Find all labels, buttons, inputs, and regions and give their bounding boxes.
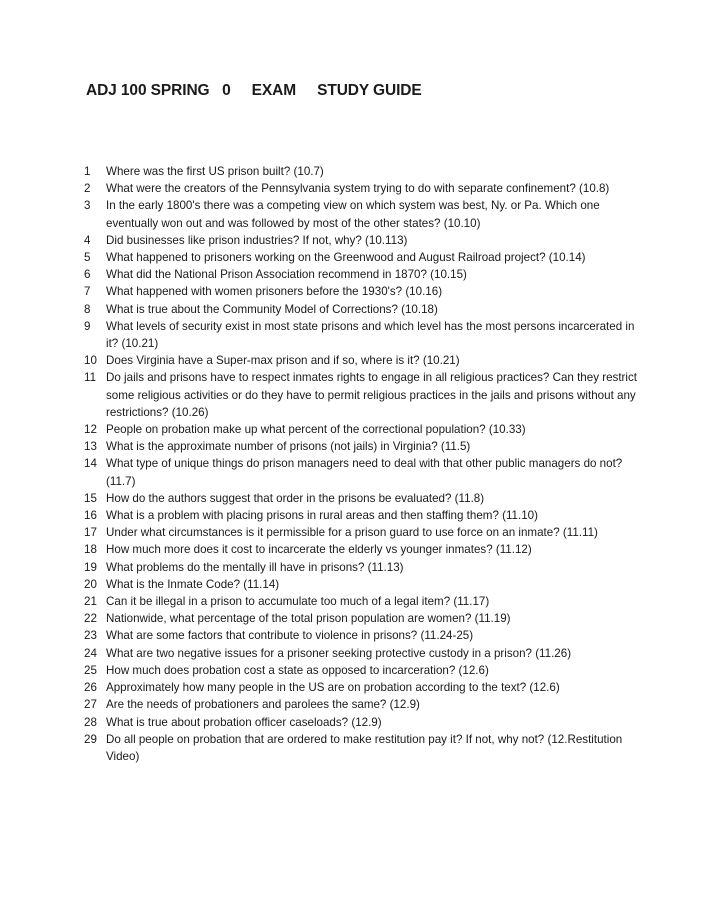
question-text: Under what circumstances is it permissible for a prison guard to use force on an inmate? (11.11) <box>106 526 598 540</box>
question-text: What did the National Prison Association recommend in 1870? (10.15) <box>106 268 467 282</box>
question-number: 12 <box>84 423 97 437</box>
question-number: 22 <box>84 612 97 626</box>
question-text: Did businesses like prison industries? If not, why? (10.113) <box>106 233 408 247</box>
question-number: 25 <box>84 663 97 677</box>
question-text: Approximately how many people in the US are on probation according to the text? (12.6) <box>106 681 560 695</box>
question-number: 28 <box>84 715 97 729</box>
question-text: What levels of security exist in most state prisons and which level has the most persons incarcerated in it? (10.21) <box>106 319 635 351</box>
list-item <box>84 369 644 421</box>
question-number: 19 <box>84 560 97 574</box>
question-text: Can it be illegal in a prison to accumulate too much of a legal item? (11.17) <box>106 595 490 609</box>
question-text: What is a problem with placing prisons in rural areas and then staffing them? (11.10) <box>106 509 538 523</box>
list-item <box>84 301 644 318</box>
question-number: 5 <box>84 251 91 265</box>
question-number: 6 <box>84 268 91 282</box>
question-number: 14 <box>84 457 97 471</box>
question-text: Do jails and prisons have to respect inmates rights to engage in all religious practices? Can they restrict some religious activities or do they have to permit religious practices in the jails and prisons without any restrictions? (10.26) <box>106 371 638 419</box>
list-item <box>84 180 644 197</box>
list-item <box>84 714 644 731</box>
question-number: 23 <box>84 629 97 643</box>
question-text: Does Virginia have a Super-max prison and if so, where is it? (10.21) <box>106 354 460 368</box>
question-number: 11 <box>84 371 97 385</box>
question-text: What type of unique things do prison managers need to deal with that other public managers do not? (11.7) <box>106 457 623 488</box>
question-number: 17 <box>84 526 97 540</box>
question-number: 27 <box>84 698 97 712</box>
question-text: Do all people on probation that are ordered to make restitution pay it? If not, why not? (12.Restitution Video) <box>106 732 623 763</box>
list-item <box>84 559 644 576</box>
list-item <box>84 163 644 180</box>
question-number: 15 <box>84 491 97 505</box>
question-text: What happened with women prisoners before the 1930's? (10.16) <box>106 285 443 299</box>
question-list <box>84 163 644 765</box>
question-number: 9 <box>84 319 91 333</box>
list-item <box>84 352 644 369</box>
list-item <box>84 627 644 644</box>
list-item <box>84 249 644 266</box>
question-text: Are the needs of probationers and parolees the same? (12.9) <box>106 698 420 712</box>
question-text: How much more does it cost to incarcerate the elderly vs younger inmates? (11.12) <box>106 543 532 557</box>
question-text: In the early 1800's there was a competing view on which system was best, Ny. or Pa. Which one eventually won out and was followed by most of the other states? (10.10) <box>106 199 600 230</box>
list-item <box>84 645 644 662</box>
list-item <box>84 438 644 455</box>
list-item <box>84 455 644 489</box>
question-text: What is true about the Community Model of Corrections? (10.18) <box>106 302 438 316</box>
question-text: What is the Inmate Code? (11.14) <box>106 577 280 591</box>
list-item <box>84 610 644 627</box>
list-item <box>84 421 644 438</box>
list-item <box>84 524 644 541</box>
list-item <box>84 576 644 593</box>
question-number: 2 <box>84 182 91 196</box>
question-number: 7 <box>84 285 91 299</box>
list-item <box>84 490 644 507</box>
list-item <box>84 662 644 679</box>
list-item <box>84 593 644 610</box>
question-text: How do the authors suggest that order in the prisons be evaluated? (11.8) <box>106 491 485 505</box>
question-text: Where was the first US prison built? (10.7) <box>106 165 324 178</box>
question-number: 16 <box>84 509 97 523</box>
question-text: What is the approximate number of prisons (not jails) in Virginia? (11.5) <box>106 440 471 454</box>
question-text: What is true about probation officer caseloads? (12.9) <box>106 715 382 729</box>
list-item <box>84 232 644 249</box>
question-number: 18 <box>84 543 97 557</box>
list-item <box>84 318 644 352</box>
question-number: 26 <box>84 681 97 695</box>
list-item <box>84 696 644 713</box>
question-number: 29 <box>84 732 97 746</box>
question-number: 1 <box>84 165 91 178</box>
question-text: What are two negative issues for a prisoner seeking protective custody in a prison? (11.26) <box>106 646 572 660</box>
question-text: What are some factors that contribute to violence in prisons? (11.24-25) <box>106 629 474 643</box>
question-number: 4 <box>84 233 91 247</box>
question-text: What happened to prisoners working on the Greenwood and August Railroad project? (10.14) <box>106 251 586 265</box>
question-number: 3 <box>84 199 91 213</box>
question-number: 8 <box>84 302 91 316</box>
question-text: What were the creators of the Pennsylvania system trying to do with separate confinement? (10.8) <box>106 182 610 196</box>
question-text: Nationwide, what percentage of the total prison population are women? (11.19) <box>106 612 511 626</box>
question-text: How much does probation cost a state as opposed to incarceration? (12.6) <box>106 663 489 677</box>
question-number: 24 <box>84 646 97 660</box>
question-text: What problems do the mentally ill have in prisons? (11.13) <box>106 560 404 574</box>
page-title: ADJ 100 SPRING 0 EXAM STUDY GUIDE <box>86 82 422 99</box>
question-text: People on probation make up what percent of the correctional population? (10.33) <box>106 423 526 437</box>
list-item <box>84 541 644 558</box>
question-number: 13 <box>84 440 97 454</box>
list-item <box>84 731 644 765</box>
question-number: 10 <box>84 354 97 368</box>
list-item <box>84 266 644 283</box>
list-item <box>84 507 644 524</box>
question-number: 21 <box>84 595 97 609</box>
list-item <box>84 283 644 300</box>
list-item <box>84 679 644 696</box>
question-number: 20 <box>84 577 97 591</box>
list-item <box>84 197 644 231</box>
